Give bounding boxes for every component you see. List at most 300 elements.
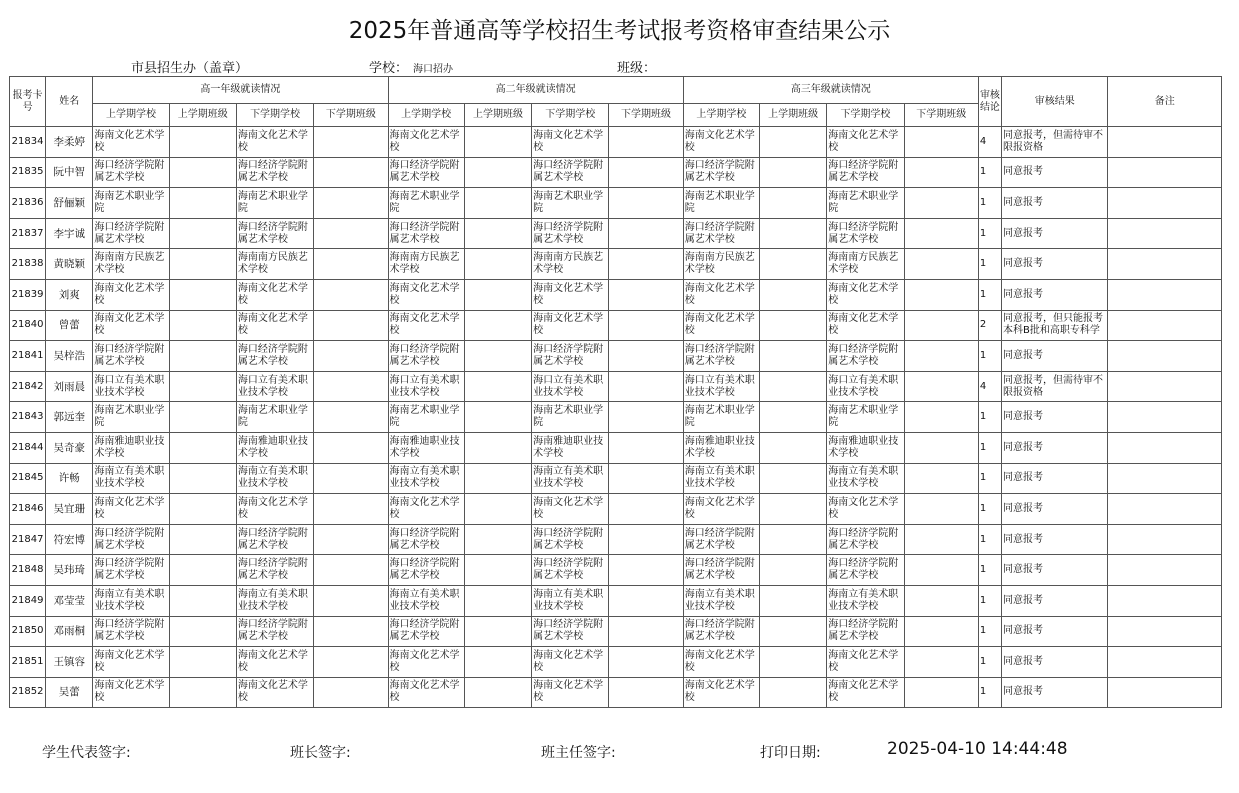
table-row (10, 371, 1222, 402)
cell-result: 同意报考，但需待审不限报资格 (1001, 371, 1107, 402)
cell-name: 符宏博 (46, 524, 93, 555)
cell-first-term-school: 海南文化艺术学校 (683, 494, 759, 525)
cell-second-term-school: 海南南方民族艺术学校 (532, 249, 609, 280)
cell-conclusion: 1 (978, 402, 1001, 433)
cell-name: 郭远奎 (46, 402, 93, 433)
cell-result: 同意报考 (1001, 524, 1107, 555)
cell-first-term-school: 海口经济学院附属艺术学校 (388, 616, 464, 647)
cell-conclusion: 1 (978, 432, 1001, 463)
cell-first-term-school: 海南艺术职业学院 (93, 402, 169, 433)
monitor-sign-label: 班长签字: (290, 745, 351, 761)
cell-first-term-school: 海南文化艺术学校 (93, 647, 169, 678)
cell-second-term-class (314, 494, 388, 525)
cell-first-term-class (169, 677, 236, 708)
cell-second-term-class (609, 249, 683, 280)
cell-remark (1108, 157, 1222, 188)
cell-second-term-class (314, 310, 388, 341)
cell-remark (1108, 218, 1222, 249)
grade-header-2: 高二年级就读情况 (388, 77, 683, 104)
cell-second-term-school: 海口经济学院附属艺术学校 (236, 524, 313, 555)
cell-second-term-school: 海口经济学院附属艺术学校 (532, 616, 609, 647)
cell-exam-id: 21838 (10, 249, 46, 280)
cell-first-term-school: 海南文化艺术学校 (683, 127, 759, 158)
cell-second-term-class (904, 585, 978, 616)
cell-second-term-class (314, 524, 388, 555)
cell-result: 同意报考 (1001, 188, 1107, 219)
cell-second-term-class (314, 341, 388, 372)
cell-first-term-school: 海南雅迪职业技术学校 (683, 432, 759, 463)
sub-header-g2-4: 下学期班级 (609, 104, 683, 127)
cell-remark (1108, 188, 1222, 219)
cell-first-term-school: 海南文化艺术学校 (388, 677, 464, 708)
cell-remark (1108, 585, 1222, 616)
cell-second-term-school: 海口经济学院附属艺术学校 (827, 157, 904, 188)
cell-result: 同意报考 (1001, 494, 1107, 525)
cell-first-term-school: 海南艺术职业学院 (683, 188, 759, 219)
cell-second-term-class (609, 494, 683, 525)
cell-name: 李宇诚 (46, 218, 93, 249)
cell-name: 舒俪颖 (46, 188, 93, 219)
cell-second-term-class (609, 127, 683, 158)
cell-first-term-school: 海口经济学院附属艺术学校 (683, 524, 759, 555)
cell-second-term-school: 海口经济学院附属艺术学校 (236, 341, 313, 372)
cell-first-term-school: 海南文化艺术学校 (388, 279, 464, 310)
cell-exam-id: 21851 (10, 647, 46, 678)
cell-second-term-class (904, 647, 978, 678)
page-title: 2025年普通高等学校招生考试报考资格审查结果公示 (348, 18, 891, 44)
cell-name: 吴玮琦 (46, 555, 93, 586)
cell-first-term-class (169, 310, 236, 341)
cell-first-term-class (464, 555, 531, 586)
table-row (10, 647, 1222, 678)
cell-first-term-class (760, 249, 827, 280)
cell-first-term-class (760, 310, 827, 341)
cell-first-term-class (760, 432, 827, 463)
table-row (10, 677, 1222, 708)
cell-conclusion: 1 (978, 494, 1001, 525)
cell-first-term-school: 海南南方民族艺术学校 (388, 249, 464, 280)
cell-result: 同意报考 (1001, 432, 1107, 463)
cell-first-term-class (169, 279, 236, 310)
cell-exam-id: 21849 (10, 585, 46, 616)
print-date-value: 2025-04-10 14:44:48 (887, 739, 1068, 759)
cell-second-term-class (609, 157, 683, 188)
cell-first-term-school: 海口经济学院附属艺术学校 (683, 555, 759, 586)
cell-second-term-school: 海南雅迪职业技术学校 (827, 432, 904, 463)
cell-second-term-school: 海口立有美术职业技术学校 (532, 371, 609, 402)
cell-exam-id: 21844 (10, 432, 46, 463)
cell-second-term-school: 海口经济学院附属艺术学校 (532, 157, 609, 188)
cell-second-term-school: 海南艺术职业学院 (236, 402, 313, 433)
cell-first-term-class (760, 677, 827, 708)
cell-first-term-school: 海口经济学院附属艺术学校 (388, 218, 464, 249)
cell-second-term-school: 海口经济学院附属艺术学校 (827, 555, 904, 586)
cell-second-term-school: 海口经济学院附属艺术学校 (827, 524, 904, 555)
cell-conclusion: 1 (978, 585, 1001, 616)
cell-second-term-class (314, 555, 388, 586)
cell-conclusion: 1 (978, 157, 1001, 188)
cell-second-term-class (314, 402, 388, 433)
cell-second-term-class (314, 279, 388, 310)
cell-first-term-class (464, 647, 531, 678)
cell-first-term-school: 海南文化艺术学校 (93, 494, 169, 525)
cell-first-term-class (464, 524, 531, 555)
cell-result: 同意报考 (1001, 218, 1107, 249)
cell-second-term-class (904, 188, 978, 219)
cell-first-term-class (169, 555, 236, 586)
cell-name: 刘雨晨 (46, 371, 93, 402)
cell-name: 邓雨桐 (46, 616, 93, 647)
sub-header-g1-3: 下学期学校 (236, 104, 313, 127)
cell-first-term-school: 海口经济学院附属艺术学校 (683, 616, 759, 647)
cell-conclusion: 1 (978, 341, 1001, 372)
cell-second-term-class (904, 341, 978, 372)
cell-conclusion: 1 (978, 249, 1001, 280)
cell-result: 同意报考 (1001, 402, 1107, 433)
cell-second-term-school: 海南文化艺术学校 (827, 279, 904, 310)
cell-second-term-school: 海口经济学院附属艺术学校 (236, 616, 313, 647)
cell-second-term-school: 海口立有美术职业技术学校 (236, 371, 313, 402)
review-results-table (9, 76, 1222, 708)
table-row (10, 463, 1222, 494)
cell-second-term-class (609, 555, 683, 586)
cell-first-term-school: 海南文化艺术学校 (683, 279, 759, 310)
cell-second-term-class (609, 463, 683, 494)
cell-remark (1108, 371, 1222, 402)
cell-second-term-school: 海南立有美术职业技术学校 (236, 585, 313, 616)
table-row (10, 279, 1222, 310)
sub-header-g2-1: 上学期学校 (388, 104, 464, 127)
cell-exam-id: 21843 (10, 402, 46, 433)
cell-second-term-class (609, 188, 683, 219)
cell-second-term-class (609, 341, 683, 372)
cell-first-term-school: 海南文化艺术学校 (388, 310, 464, 341)
cell-second-term-school: 海南立有美术职业技术学校 (532, 585, 609, 616)
cell-result: 同意报考，但需待审不限报资格 (1001, 127, 1107, 158)
cell-second-term-school: 海南艺术职业学院 (532, 188, 609, 219)
cell-second-term-school: 海南文化艺术学校 (236, 310, 313, 341)
cell-second-term-class (314, 616, 388, 647)
cell-first-term-class (760, 494, 827, 525)
cell-first-term-class (169, 494, 236, 525)
cell-name: 李柔婷 (46, 127, 93, 158)
cell-second-term-class (904, 677, 978, 708)
cell-second-term-school: 海南文化艺术学校 (532, 127, 609, 158)
cell-first-term-class (760, 218, 827, 249)
cell-first-term-class (464, 371, 531, 402)
cell-result: 同意报考 (1001, 616, 1107, 647)
cell-remark (1108, 677, 1222, 708)
cell-second-term-school: 海口经济学院附属艺术学校 (827, 341, 904, 372)
sub-header-g3-4: 下学期班级 (904, 104, 978, 127)
sub-header-g3-2: 上学期班级 (760, 104, 827, 127)
cell-first-term-class (464, 432, 531, 463)
cell-second-term-school: 海口经济学院附属艺术学校 (827, 218, 904, 249)
cell-first-term-school: 海口经济学院附属艺术学校 (388, 524, 464, 555)
cell-second-term-school: 海南文化艺术学校 (532, 677, 609, 708)
sub-header-g1-2: 上学期班级 (169, 104, 236, 127)
cell-result: 同意报考 (1001, 249, 1107, 280)
cell-remark (1108, 524, 1222, 555)
cell-first-term-class (760, 585, 827, 616)
cell-first-term-class (169, 341, 236, 372)
cell-first-term-school: 海口经济学院附属艺术学校 (683, 218, 759, 249)
cell-first-term-class (169, 463, 236, 494)
cell-first-term-class (169, 127, 236, 158)
cell-second-term-class (904, 279, 978, 310)
cell-first-term-class (169, 402, 236, 433)
cell-second-term-class (609, 279, 683, 310)
table-row (10, 432, 1222, 463)
table-row (10, 341, 1222, 372)
cell-first-term-school: 海南立有美术职业技术学校 (93, 463, 169, 494)
cell-exam-id: 21850 (10, 616, 46, 647)
cell-first-term-class (169, 585, 236, 616)
cell-remark (1108, 279, 1222, 310)
cell-first-term-class (464, 616, 531, 647)
cell-conclusion: 1 (978, 218, 1001, 249)
cell-remark (1108, 616, 1222, 647)
col-header-result: 审核结果 (1001, 77, 1107, 127)
cell-first-term-school: 海南文化艺术学校 (388, 494, 464, 525)
cell-first-term-school: 海口立有美术职业技术学校 (388, 371, 464, 402)
cell-first-term-class (760, 157, 827, 188)
cell-exam-id: 21847 (10, 524, 46, 555)
cell-second-term-class (904, 371, 978, 402)
cell-exam-id: 21839 (10, 279, 46, 310)
cell-first-term-school: 海南文化艺术学校 (683, 677, 759, 708)
cell-first-term-class (169, 432, 236, 463)
cell-second-term-class (314, 157, 388, 188)
cell-remark (1108, 127, 1222, 158)
col-header-conclusion: 审核结论 (978, 77, 1001, 127)
cell-first-term-school: 海南艺术职业学院 (388, 402, 464, 433)
cell-second-term-school: 海口经济学院附属艺术学校 (532, 341, 609, 372)
cell-first-term-school: 海南南方民族艺术学校 (683, 249, 759, 280)
cell-second-term-school: 海南雅迪职业技术学校 (236, 432, 313, 463)
cell-name: 吴梓浩 (46, 341, 93, 372)
school-value: 海口招办 (413, 64, 453, 75)
table-row (10, 402, 1222, 433)
cell-second-term-class (904, 157, 978, 188)
cell-second-term-school: 海南文化艺术学校 (236, 647, 313, 678)
cell-first-term-school: 海南立有美术职业技术学校 (683, 463, 759, 494)
cell-remark (1108, 432, 1222, 463)
cell-remark (1108, 494, 1222, 525)
table-row (10, 127, 1222, 158)
cell-result: 同意报考 (1001, 677, 1107, 708)
sub-header-g2-2: 上学期班级 (464, 104, 531, 127)
cell-second-term-class (904, 616, 978, 647)
cell-name: 曾蕾 (46, 310, 93, 341)
cell-first-term-class (464, 310, 531, 341)
cell-second-term-school: 海南文化艺术学校 (532, 647, 609, 678)
cell-first-term-school: 海口经济学院附属艺术学校 (93, 616, 169, 647)
class-label: 班级： (617, 61, 657, 76)
cell-second-term-class (314, 432, 388, 463)
cell-conclusion: 1 (978, 647, 1001, 678)
cell-second-term-school: 海南南方民族艺术学校 (827, 249, 904, 280)
cell-second-term-class (609, 218, 683, 249)
cell-second-term-school: 海南文化艺术学校 (532, 494, 609, 525)
cell-second-term-school: 海南文化艺术学校 (236, 127, 313, 158)
cell-first-term-school: 海南艺术职业学院 (93, 188, 169, 219)
cell-name: 吴奇豪 (46, 432, 93, 463)
cell-result: 同意报考 (1001, 585, 1107, 616)
cell-second-term-class (609, 402, 683, 433)
cell-exam-id: 21840 (10, 310, 46, 341)
cell-first-term-school: 海口经济学院附属艺术学校 (93, 218, 169, 249)
cell-first-term-school: 海南文化艺术学校 (93, 127, 169, 158)
cell-first-term-school: 海南南方民族艺术学校 (93, 249, 169, 280)
cell-exam-id: 21848 (10, 555, 46, 586)
cell-first-term-school: 海南立有美术职业技术学校 (93, 585, 169, 616)
cell-first-term-school: 海南立有美术职业技术学校 (388, 463, 464, 494)
cell-first-term-class (464, 188, 531, 219)
cell-name: 黄晓颖 (46, 249, 93, 280)
cell-first-term-school: 海口经济学院附属艺术学校 (388, 555, 464, 586)
cell-second-term-class (904, 218, 978, 249)
cell-first-term-school: 海南文化艺术学校 (388, 647, 464, 678)
cell-second-term-school: 海南文化艺术学校 (236, 279, 313, 310)
office-label: 市县招生办（盖章） (131, 61, 249, 76)
cell-second-term-school: 海南文化艺术学校 (236, 677, 313, 708)
cell-second-term-class (314, 188, 388, 219)
table-row (10, 616, 1222, 647)
col-header-remark: 备注 (1108, 77, 1222, 127)
cell-exam-id: 21834 (10, 127, 46, 158)
cell-second-term-class (904, 463, 978, 494)
cell-first-term-school: 海口经济学院附属艺术学校 (683, 157, 759, 188)
cell-first-term-class (464, 279, 531, 310)
cell-first-term-class (169, 218, 236, 249)
cell-exam-id: 21845 (10, 463, 46, 494)
cell-conclusion: 1 (978, 616, 1001, 647)
sub-header-g1-1: 上学期学校 (93, 104, 169, 127)
cell-second-term-school: 海口经济学院附属艺术学校 (236, 555, 313, 586)
cell-first-term-class (464, 494, 531, 525)
table-row (10, 494, 1222, 525)
student-sign-label: 学生代表签字: (42, 745, 131, 761)
cell-second-term-school: 海南立有美术职业技术学校 (236, 463, 313, 494)
cell-first-term-class (760, 524, 827, 555)
cell-second-term-class (904, 402, 978, 433)
cell-exam-id: 21837 (10, 218, 46, 249)
cell-conclusion: 1 (978, 555, 1001, 586)
cell-name: 阮中智 (46, 157, 93, 188)
cell-first-term-class (169, 157, 236, 188)
cell-exam-id: 21836 (10, 188, 46, 219)
cell-second-term-school: 海南文化艺术学校 (236, 494, 313, 525)
grade-header-1: 高一年级就读情况 (93, 77, 388, 104)
table-row (10, 188, 1222, 219)
cell-second-term-class (314, 677, 388, 708)
cell-first-term-school: 海南文化艺术学校 (93, 279, 169, 310)
cell-second-term-class (904, 494, 978, 525)
cell-first-term-class (464, 157, 531, 188)
cell-remark (1108, 249, 1222, 280)
cell-first-term-class (760, 647, 827, 678)
cell-first-term-school: 海口经济学院附属艺术学校 (93, 341, 169, 372)
cell-second-term-class (314, 371, 388, 402)
col-header-id: 报考卡号 (10, 77, 46, 127)
cell-first-term-class (169, 188, 236, 219)
cell-second-term-class (314, 218, 388, 249)
cell-second-term-school: 海口经济学院附属艺术学校 (827, 616, 904, 647)
cell-second-term-school: 海南文化艺术学校 (827, 127, 904, 158)
cell-remark (1108, 402, 1222, 433)
cell-result: 同意报考 (1001, 647, 1107, 678)
cell-second-term-class (609, 616, 683, 647)
cell-first-term-school: 海口经济学院附属艺术学校 (683, 341, 759, 372)
cell-first-term-school: 海南文化艺术学校 (388, 127, 464, 158)
cell-second-term-school: 海口立有美术职业技术学校 (827, 371, 904, 402)
cell-conclusion: 1 (978, 524, 1001, 555)
cell-second-term-class (609, 371, 683, 402)
cell-second-term-school: 海南立有美术职业技术学校 (827, 585, 904, 616)
cell-remark (1108, 555, 1222, 586)
print-date-label: 打印日期: (760, 745, 821, 761)
cell-remark (1108, 647, 1222, 678)
cell-conclusion: 1 (978, 279, 1001, 310)
cell-first-term-class (464, 341, 531, 372)
grade-header-3: 高三年级就读情况 (683, 77, 978, 104)
cell-first-term-class (169, 524, 236, 555)
col-header-name: 姓名 (46, 77, 93, 127)
cell-second-term-class (904, 249, 978, 280)
cell-second-term-school: 海南立有美术职业技术学校 (827, 463, 904, 494)
cell-conclusion: 1 (978, 463, 1001, 494)
cell-second-term-class (609, 677, 683, 708)
teacher-sign-label: 班主任签字: (541, 745, 616, 761)
table-row (10, 524, 1222, 555)
cell-second-term-school: 海南南方民族艺术学校 (236, 249, 313, 280)
cell-first-term-class (760, 188, 827, 219)
cell-conclusion: 4 (978, 127, 1001, 158)
cell-second-term-class (904, 310, 978, 341)
cell-first-term-class (464, 677, 531, 708)
cell-second-term-class (314, 585, 388, 616)
cell-second-term-school: 海南文化艺术学校 (827, 647, 904, 678)
cell-second-term-school: 海南文化艺术学校 (532, 310, 609, 341)
cell-second-term-class (314, 249, 388, 280)
cell-second-term-school: 海南艺术职业学院 (827, 402, 904, 433)
cell-second-term-school: 海南文化艺术学校 (827, 310, 904, 341)
cell-remark (1108, 463, 1222, 494)
cell-exam-id: 21846 (10, 494, 46, 525)
cell-first-term-school: 海南文化艺术学校 (93, 677, 169, 708)
cell-name: 王镇容 (46, 647, 93, 678)
cell-second-term-school: 海南艺术职业学院 (532, 402, 609, 433)
cell-first-term-class (760, 616, 827, 647)
cell-first-term-class (760, 127, 827, 158)
cell-second-term-school: 海南立有美术职业技术学校 (532, 463, 609, 494)
cell-first-term-school: 海口经济学院附属艺术学校 (388, 157, 464, 188)
cell-first-term-school: 海南雅迪职业技术学校 (388, 432, 464, 463)
cell-first-term-class (169, 647, 236, 678)
cell-second-term-school: 海口经济学院附属艺术学校 (532, 218, 609, 249)
cell-name: 许畅 (46, 463, 93, 494)
school-label: 学校： (369, 61, 409, 76)
cell-first-term-school: 海南文化艺术学校 (683, 647, 759, 678)
cell-result: 同意报考 (1001, 463, 1107, 494)
table-row (10, 585, 1222, 616)
cell-first-term-class (760, 463, 827, 494)
cell-result: 同意报考 (1001, 555, 1107, 586)
cell-name: 邓莹莹 (46, 585, 93, 616)
cell-second-term-school: 海口经济学院附属艺术学校 (532, 555, 609, 586)
cell-second-term-school: 海南文化艺术学校 (532, 279, 609, 310)
